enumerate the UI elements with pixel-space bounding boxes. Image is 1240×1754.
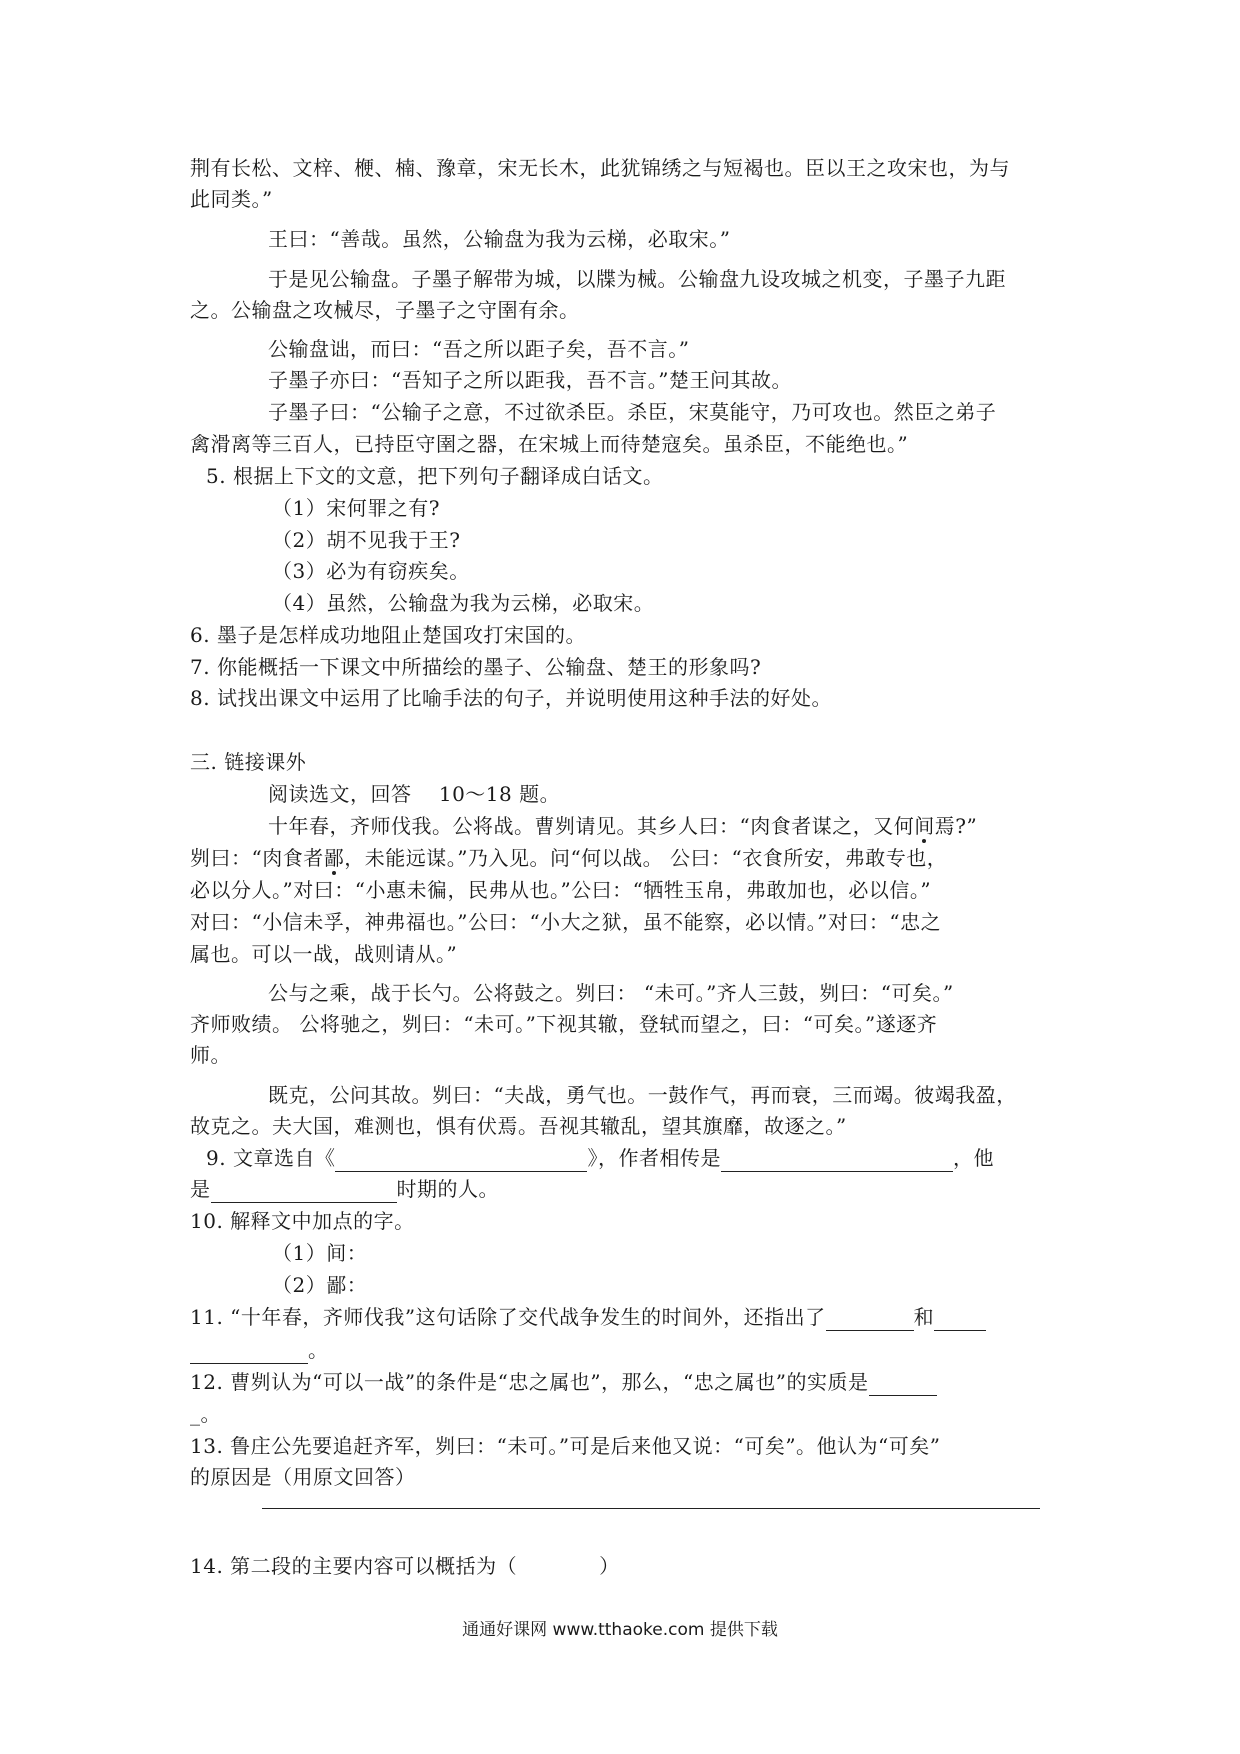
passage2-line: 对曰：“小信未孚，神弗福也。”公曰：“小大之狱，虽不能察，必以情。”对曰：“忠之 xyxy=(190,910,942,934)
question-14: 14. 第二段的主要内容可以概括为（ ） xyxy=(190,1554,620,1578)
question-5-item: （3）必为有窃疾矣。 xyxy=(272,559,470,583)
question-13-cont: 的原因是（用原文回答） xyxy=(190,1465,416,1489)
passage2-line: 十年春，齐师伐我。公将战。曹刿请见。其乡人曰：“肉食者谋之，又何间焉?” xyxy=(268,814,978,838)
passage1-line: 子墨子曰：“公输子之意，不过欲杀臣。杀臣，宋莫能守，乃可攻也。然臣之弟子 xyxy=(268,400,997,424)
question-10-item: （1）间： xyxy=(272,1241,368,1265)
question-10-item: （2）鄙： xyxy=(272,1273,368,1297)
question-8: 8. 试找出课文中运用了比喻手法的句子，并说明使用这种手法的好处。 xyxy=(190,686,832,710)
answer-blank[interactable] xyxy=(721,1149,953,1172)
question-5-item: （4）虽然，公输盘为我为云梯，必取宋。 xyxy=(272,591,655,615)
passage2-line: 刿曰：“肉食者鄙，未能远谋。”乃入见。问“何以战。 公曰：“衣食所安，弗敢专也， xyxy=(190,846,948,870)
passage2-line: 师。 xyxy=(190,1043,231,1067)
answer-blank[interactable] xyxy=(335,1149,587,1172)
page-footer: 通通好课网 www.tthaoke.com 提供下载 xyxy=(462,1620,778,1640)
section-instruction: 阅读选文，回答 10～18 题。 xyxy=(268,782,561,806)
question-11-cont: 。 xyxy=(190,1336,329,1364)
dotted-char: 间 xyxy=(914,814,935,838)
passage1-line: 公输盘诎，而曰：“吾之所以距子矣，吾不言。” xyxy=(268,337,690,361)
question-13: 13. 鲁庄公先要追赶齐军，刿曰：“未可。”可是后来他又说：“可矣”。他认为“可矣” xyxy=(190,1434,941,1458)
answer-blank[interactable] xyxy=(211,1180,397,1203)
passage1-line: 之。公输盘之攻械尽，子墨子之守圉有余。 xyxy=(190,298,580,322)
question-11: 11. “十年春，齐师伐我”这句话除了交代战争发生的时间外，还指出了 和 xyxy=(190,1303,986,1331)
question-7: 7. 你能概括一下课文中所描绘的墨子、公输盘、楚王的形象吗? xyxy=(190,655,762,679)
section-heading: 三. 链接课外 xyxy=(190,750,307,774)
passage2-line: 属也。可以一战，战则请从。” xyxy=(190,942,458,966)
question-9: 9. 文章选自《 》，作者相传是 ，他 xyxy=(206,1146,994,1170)
question-10: 10. 解释文中加点的字。 xyxy=(190,1209,415,1233)
answer-blank[interactable] xyxy=(869,1373,937,1396)
passage1-line: 子墨子亦曰：“吾知子之所以距我，吾不言。”楚王问其故。 xyxy=(268,368,792,392)
passage2-line: 必以分人。”对曰：“小惠未徧，民弗从也。”公曰：“牺牲玉帛，弗敢加也，必以信。” xyxy=(190,878,932,902)
question-5: 5. 根据上下文的文意，把下列句子翻译成白话文。 xyxy=(206,464,664,488)
answer-line[interactable] xyxy=(262,1508,1040,1509)
passage1-line: 荆有长松、文梓、楩、楠、豫章，宋无长木，此犹锦绣之与短褐也。臣以王之攻宋也，为与 xyxy=(190,156,1010,180)
answer-blank[interactable] xyxy=(190,1341,308,1364)
passage1-line: 此同类。” xyxy=(190,187,273,211)
passage2-line: 既克，公问其故。刿曰：“夫战，勇气也。一鼓作气，再而衰，三而竭。彼竭我盈， xyxy=(268,1083,1017,1107)
passage2-line: 公与之乘，战于长勺。公将鼓之。刿曰： “未可。”齐人三鼓，刿曰：“可矣。” xyxy=(268,981,954,1005)
question-12: 12. 曹刿认为“可以一战”的条件是“忠之属也”，那么，“忠之属也”的实质是 xyxy=(190,1368,937,1396)
question-6: 6. 墨子是怎样成功地阻止楚国攻打宋国的。 xyxy=(190,623,586,647)
question-5-item: （1）宋何罪之有? xyxy=(272,496,440,520)
answer-blank[interactable] xyxy=(934,1308,986,1331)
question-12-cont: _。 xyxy=(190,1402,221,1426)
question-5-item: （2）胡不见我于王? xyxy=(272,528,461,552)
passage1-line: 王曰：“善哉。虽然，公输盘为我为云梯，必取宋。” xyxy=(268,227,731,251)
dotted-char: 鄙 xyxy=(323,846,345,870)
passage1-line: 于是见公输盘。子墨子解带为城，以牒为械。公输盘九设攻城之机变，子墨子九距 xyxy=(268,267,1006,291)
passage1-line: 禽滑离等三百人，已持臣守圉之器，在宋城上而待楚寇矣。虽杀臣，不能绝也。” xyxy=(190,432,909,456)
passage2-line: 故克之。夫大国，难测也，惧有伏焉。吾视其辙乱，望其旗靡，故逐之。” xyxy=(190,1114,847,1138)
passage2-line: 齐师败绩。 公将驰之，刿曰：“未可。”下视其辙，登轼而望之，曰：“可矣。”遂逐齐 xyxy=(190,1012,938,1036)
answer-blank[interactable] xyxy=(826,1308,914,1331)
question-9-cont: 是 时期的人。 xyxy=(190,1177,499,1201)
